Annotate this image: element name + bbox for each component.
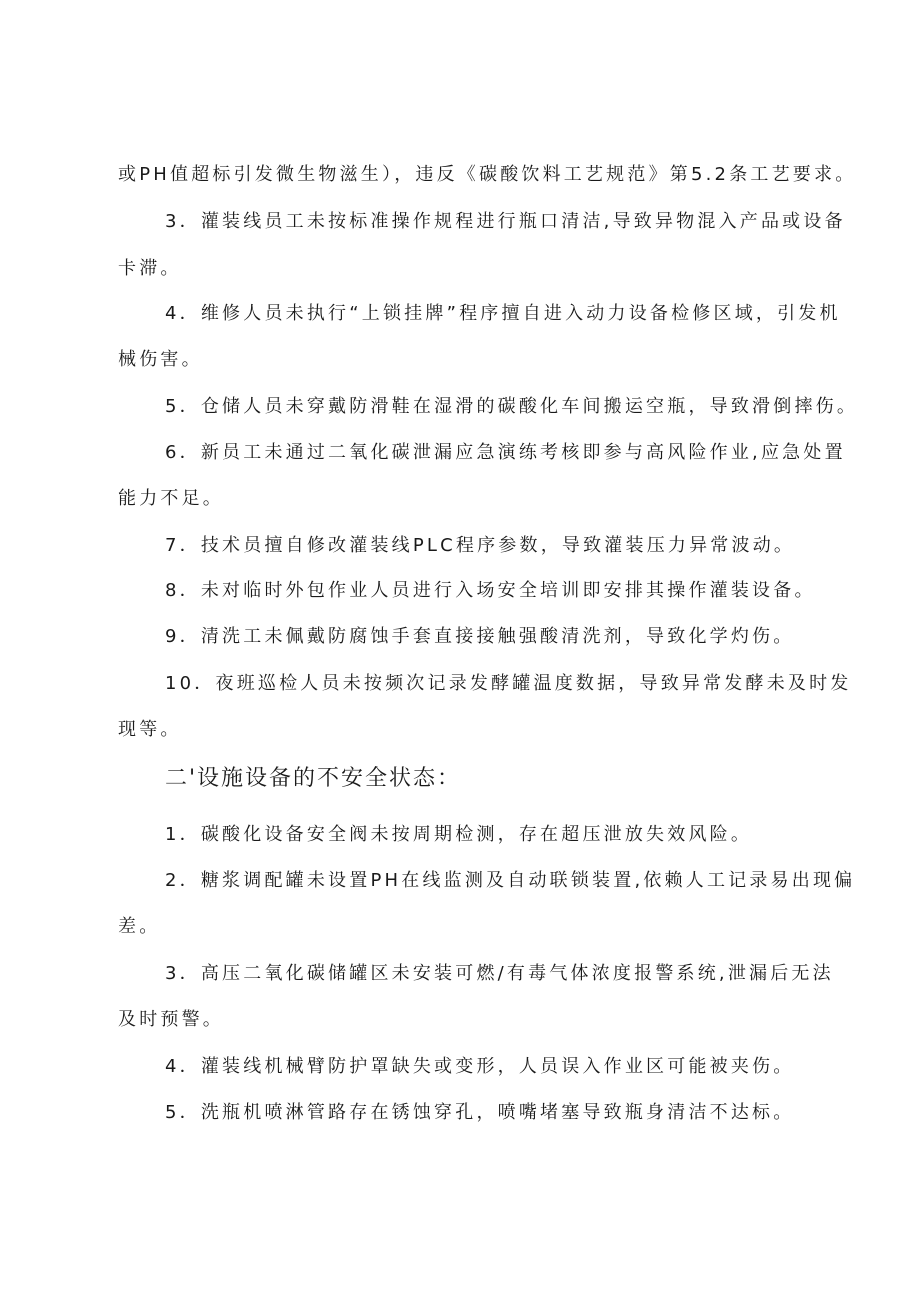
- list-item-7: 7．技术员擅自修改灌装线PLC程序参数，导致灌装压力异常波动。: [165, 535, 796, 556]
- list-item-8: 8．未对临时外包作业人员进行入场安全培训即安排其操作灌装设备。: [165, 580, 816, 601]
- list-item-6-line-2: 能力不足。: [118, 488, 224, 509]
- section2-item-1: 1．碳酸化设备安全阀未按周期检测，存在超压泄放失效风险。: [165, 824, 753, 845]
- section2-item-5: 5．洗瓶机喷淋管路存在锈蚀穿孔，喷嘴堵塞导致瓶身清洁不达标。: [165, 1102, 795, 1123]
- section2-item-4: 4．灌装线机械臂防护罩缺失或变形，人员误入作业区可能被夹伤。: [165, 1056, 795, 1077]
- section2-item-2-line-1: 2．糖浆调配罐未设置PH在线监测及自动联锁装置,依赖人工记录易出现偏: [165, 870, 856, 891]
- list-item-10-line-1: 10．夜班巡检人员未按频次记录发酵罐温度数据，导致异常发酵未及时发: [165, 673, 852, 694]
- section2-item-3-line-1: 3．高压二氧化碳储罐区未安装可燃/有毒气体浓度报警系统,泄漏后无法: [165, 963, 834, 984]
- list-item-9: 9．清洗工未佩戴防腐蚀手套直接接触强酸清洗剂，导致化学灼伤。: [165, 626, 795, 647]
- list-item-6-line-1: 6．新员工未通过二氧化碳泄漏应急演练考核即参与高风险作业,应急处置: [165, 442, 846, 463]
- list-item-3-line-2: 卡滞。: [118, 258, 182, 279]
- list-item-3-line-1: 3．灌装线员工未按标准操作规程进行瓶口清洁,导致异物混入产品或设备: [165, 211, 846, 232]
- paragraph-continuation: 或PH值超标引发微生物滋生），违反《碳酸饮料工艺规范》第5.2条工艺要求。: [118, 164, 857, 185]
- list-item-4-line-1: 4．维修人员未执行“上锁挂牌”程序擅自进入动力设备检修区域，引发机: [165, 303, 841, 324]
- list-item-5: 5．仓储人员未穿戴防滑鞋在湿滑的碳酸化车间搬运空瓶，导致滑倒摔伤。: [165, 396, 859, 417]
- section2-item-2-line-2: 差。: [118, 916, 161, 937]
- section-heading-equipment: 二'设施设备的不安全状态：: [165, 766, 462, 791]
- section2-item-3-line-2: 及时预警。: [118, 1009, 224, 1030]
- list-item-10-line-2: 现等。: [118, 719, 182, 740]
- list-item-4-line-2: 械伤害。: [118, 349, 203, 370]
